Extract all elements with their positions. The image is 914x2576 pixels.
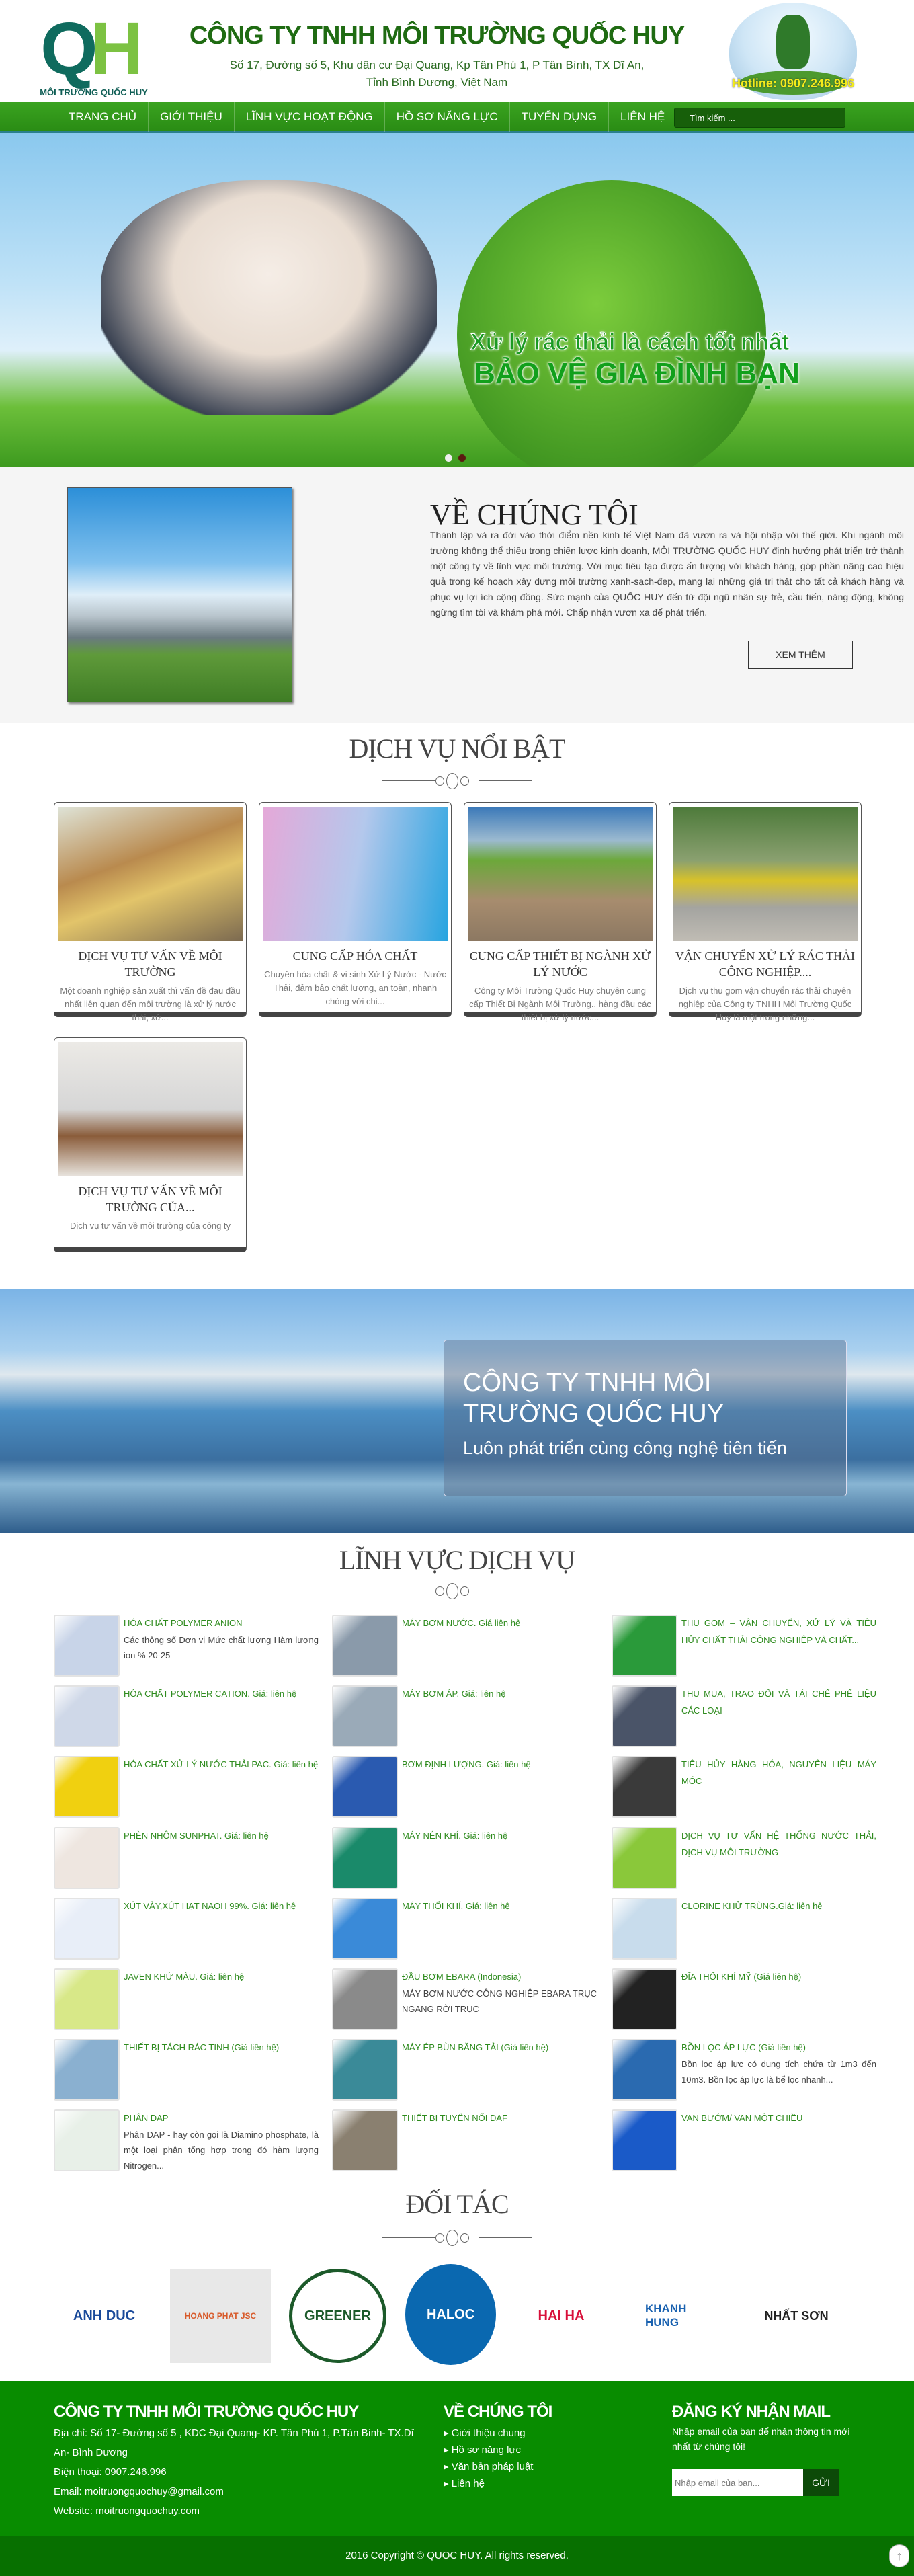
partners-title: ĐỐI TÁC bbox=[405, 2189, 509, 2219]
service-desc: MÁY BƠM NƯỚC CÔNG NGHIỆP EBARA TRỤC NGANG RỜI TRỤC bbox=[402, 1988, 597, 2014]
service-item[interactable] bbox=[54, 1898, 319, 1962]
service-thumbnail bbox=[612, 1685, 677, 1747]
service-title[interactable]: ĐĨA THỔI KHÍ MỸ (Giá liên hệ) bbox=[681, 1972, 802, 1982]
service-thumbnail bbox=[612, 1898, 677, 1960]
service-item[interactable] bbox=[332, 1756, 597, 1820]
hero-slider bbox=[0, 133, 914, 467]
services-title: LĨNH VỰC DỊCH VỤ bbox=[339, 1545, 575, 1575]
partner-logo-hai-ha[interactable]: HAI HA bbox=[538, 2308, 585, 2323]
service-thumbnail bbox=[54, 1827, 120, 1889]
service-title[interactable]: DỊCH VỤ TƯ VẤN HỆ THỐNG NƯỚC THẢI, DỊCH VỤ MÔI TRƯỜNG bbox=[681, 1830, 876, 1857]
card-image bbox=[58, 807, 243, 941]
service-item[interactable] bbox=[612, 1756, 877, 1820]
service-thumbnail bbox=[54, 1968, 120, 2030]
hotline: Hotline: 0907.246.996 bbox=[731, 77, 855, 90]
service-item[interactable] bbox=[332, 1898, 597, 1962]
service-thumbnail bbox=[54, 1685, 120, 1747]
service-item[interactable] bbox=[612, 2109, 877, 2173]
nav-linh-vuc[interactable]: LĨNH VỰC HOẠT ĐỘNG bbox=[235, 102, 385, 132]
service-title[interactable]: THIẾT BỊ TUYỂN NỔI DAF bbox=[402, 2113, 507, 2123]
footer-about-title: VỀ CHÚNG TÔI bbox=[444, 2403, 552, 2421]
about-body: Thành lập và ra đời vào thời điểm nền kinh tế Việt Nam đã vươn ra và hội nhập với thế giới. Khi ngành môi trường không thể thiếu trong chiến lược kinh doanh, MÔI TRƯỜNG QUỐC HUY định hướng phát triển trở thành một công ty về lĩnh vực môi trường. Với mục tiêu tạo được ấn tượng với khách hàng, góp phần nâng cao hiệu quả trong kế hoạch xây dựng môi trường xanh-sạch-đẹp, mang lại những giá trị thật cho tất cả khách hàng và phục vụ lợi ích cộng đồng. Sức mạnh của QUỐC HUY đến từ đội ngũ nhân sự trẻ, cầu tiến, năng động, không ngừng tìm tòi và khám phá mới. Chấp nhận vươn xa để phát triển. bbox=[430, 530, 904, 618]
read-more-button[interactable]: XEM THÊM bbox=[748, 641, 853, 669]
service-thumbnail bbox=[332, 2039, 398, 2101]
service-thumbnail bbox=[54, 2109, 120, 2171]
promo-banner bbox=[0, 1289, 914, 1533]
service-thumbnail bbox=[54, 1898, 120, 1960]
hero-line1: Xử lý rác thải là cách tốt nhất bbox=[470, 329, 790, 355]
partner-logo-nhat-son[interactable]: NHẤT SƠN bbox=[764, 2308, 829, 2323]
hero-line2: BẢO VỆ GIA ĐÌNH BẠN bbox=[474, 357, 800, 390]
featured-card[interactable]: DỊCH VỤ TƯ VẤN VỀ MÔI TRƯỜNG CỦA... Dịch vụ tư vấn về môi trường của công ty bbox=[54, 1037, 247, 1252]
card-image bbox=[263, 807, 448, 941]
service-thumbnail bbox=[54, 2039, 120, 2101]
service-title[interactable]: VAN BƯỚM/ VAN MỘT CHIỀU bbox=[681, 2113, 803, 2123]
service-item[interactable] bbox=[54, 1685, 319, 1749]
service-item[interactable] bbox=[332, 2109, 597, 2173]
service-title[interactable]: BƠM ĐỊNH LƯỢNG. Giá: liên hệ bbox=[402, 1759, 531, 1769]
banner-subtitle: Luôn phát triển cùng công nghệ tiên tiến bbox=[463, 1438, 787, 1458]
featured-card[interactable]: CUNG CẤP HÓA CHẤT Chuyên hóa chất & vi sinh Xử Lý Nước - Nước Thải, đảm bảo chất lượng, an toàn, nhanh chóng với chi... bbox=[259, 802, 452, 1017]
service-item[interactable] bbox=[54, 1968, 319, 2032]
service-title[interactable]: HÓA CHẤT POLYMER CATION. Giá: liên hệ bbox=[124, 1689, 297, 1699]
service-thumbnail bbox=[54, 1615, 120, 1677]
company-logo[interactable]: Q H MÔI TRƯỜNG QUỐC HUY bbox=[35, 12, 153, 99]
partner-logo-greener[interactable]: GREENER bbox=[289, 2269, 386, 2363]
service-desc: Phân DAP - hay còn gọi là Diamino phosphate, là một loại phân tổng hợp trong đó hàm lượng Nitrogen... bbox=[124, 2130, 319, 2171]
service-thumbnail bbox=[612, 2039, 677, 2101]
partner-logo-anh-duc[interactable]: ANH DUC bbox=[73, 2308, 136, 2323]
slider-dot-1[interactable] bbox=[445, 454, 452, 462]
company-address: Số 17, Đường số 5, Khu dân cư Đại Quang, Kp Tân Phú 1, P Tân Bình, TX Dĩ An, Tỉnh Bình Dương, Việt Nam bbox=[229, 58, 645, 89]
footer-link[interactable]: ▸ Hồ sơ năng lực bbox=[444, 2442, 533, 2458]
service-item[interactable] bbox=[612, 1685, 877, 1749]
service-thumbnail bbox=[612, 1615, 677, 1677]
service-item[interactable] bbox=[54, 1615, 319, 1679]
footer-link[interactable]: ▸ Giới thiệu chung bbox=[444, 2425, 533, 2442]
copyright: 2016 Copyright © QUOC HUY. All rights reserved. bbox=[0, 2536, 914, 2576]
service-title[interactable]: ĐẦU BƠM EBARA (Indonesia) bbox=[402, 1972, 522, 1982]
nav-trang-chu[interactable]: TRANG CHỦ bbox=[57, 102, 149, 132]
service-desc: Các thông số Đơn vị Mức chất lượng Hàm lượng ion % 20-25 bbox=[124, 1635, 319, 1660]
ornament-divider bbox=[382, 2230, 532, 2246]
footer-link[interactable]: ▸ Văn bản pháp luật bbox=[444, 2458, 533, 2475]
service-item[interactable] bbox=[612, 1968, 877, 2032]
service-item[interactable] bbox=[612, 2039, 877, 2103]
service-title[interactable]: MÁY BƠM NƯỚC. Giá liên hệ bbox=[402, 1618, 521, 1628]
service-title[interactable]: BỒN LỌC ÁP LỰC (Giá liên hệ) bbox=[681, 2042, 806, 2052]
service-title[interactable]: THIẾT BỊ TÁCH RÁC TINH (Giá liên hệ) bbox=[124, 2042, 280, 2052]
newsletter-text: Nhập email của bạn để nhận thông tin mới nhất từ chúng tôi! bbox=[672, 2426, 850, 2452]
company-name: CÔNG TY TNHH MÔI TRƯỜNG QUỐC HUY bbox=[189, 22, 685, 50]
ornament-divider bbox=[382, 773, 532, 789]
nav-lien-he[interactable]: LIÊN HỆ bbox=[620, 110, 665, 123]
service-thumbnail bbox=[332, 1827, 398, 1889]
newsletter-email-input[interactable] bbox=[672, 2469, 803, 2496]
service-title[interactable]: CLORINE KHỬ TRÙNG.Giá: liên hệ bbox=[681, 1901, 823, 1911]
service-item[interactable] bbox=[332, 1827, 597, 1891]
nav-gioi-thieu[interactable]: GIỚI THIỆU bbox=[149, 102, 235, 132]
featured-card[interactable]: DỊCH VỤ TƯ VẤN VỀ MÔI TRƯỜNG Một doanh nghiệp sản xuất thì vấn đề đau đầu nhất liên quan đến môi trường là xử lý nước thải, xử... bbox=[54, 802, 247, 1017]
service-thumbnail bbox=[332, 2109, 398, 2171]
service-title[interactable]: XÚT VẢY,XÚT HẠT NAOH 99%. Giá: liên hệ bbox=[124, 1901, 296, 1911]
banner-title: CÔNG TY TNHH MÔI TRƯỜNG QUỐC HUY bbox=[463, 1369, 724, 1428]
partner-logo-hoang-phat[interactable]: HOANG PHAT JSC bbox=[170, 2269, 271, 2363]
nav-tuyen-dung[interactable]: TUYỂN DỤNG bbox=[510, 102, 609, 132]
service-thumbnail bbox=[332, 1685, 398, 1747]
about-title: VỀ CHÚNG TÔI bbox=[430, 498, 638, 531]
footer-links bbox=[444, 2425, 533, 2492]
footer-link[interactable]: ▸ Liên hệ bbox=[444, 2475, 533, 2492]
newsletter-title: ĐĂNG KÝ NHẬN MAIL bbox=[672, 2403, 830, 2421]
slider-dot-2[interactable] bbox=[458, 454, 466, 462]
hotline-globe bbox=[729, 3, 857, 100]
card-image bbox=[58, 1042, 243, 1176]
newsletter-send-button[interactable]: GỬI bbox=[803, 2469, 839, 2496]
service-item[interactable] bbox=[332, 1685, 597, 1749]
service-item[interactable] bbox=[612, 1898, 877, 1962]
service-title[interactable]: MÁY NÉN KHÍ. Giá: liên hệ bbox=[402, 1830, 508, 1841]
ornament-divider bbox=[382, 1583, 532, 1599]
service-title[interactable]: PHÂN DAP bbox=[124, 2113, 169, 2123]
city-image bbox=[67, 487, 292, 702]
card-image bbox=[673, 807, 858, 941]
banner-overlay bbox=[444, 1340, 847, 1496]
partner-logo-khanh-hung[interactable]: KHANH HUNG bbox=[645, 2302, 687, 2329]
service-title[interactable]: PHÈN NHÔM SUNPHAT. Giá: liên hệ bbox=[124, 1830, 269, 1841]
service-item[interactable] bbox=[54, 1827, 319, 1891]
card-image bbox=[468, 807, 653, 941]
service-thumbnail bbox=[612, 1756, 677, 1818]
service-title[interactable]: THU GOM – VẬN CHUYỂN, XỬ LÝ VÀ TIÊU HỦY CHẤT THẢI CÔNG NGHIỆP VÀ CHẤT... bbox=[681, 1618, 876, 1645]
service-thumbnail bbox=[612, 1968, 677, 2030]
logo-caption: MÔI TRƯỜNG QUỐC HUY bbox=[40, 87, 148, 97]
featured-card[interactable]: VẬN CHUYỂN XỬ LÝ RÁC THẢI CÔNG NGHIỆP.... Dịch vụ thu gom vận chuyển rác thải chuyên nghiệp của Công ty TNHH Môi Trường Quốc Huy là một trong những... bbox=[669, 802, 862, 1017]
service-thumbnail bbox=[332, 1615, 398, 1677]
service-title[interactable]: THU MUA, TRAO ĐỔI VÀ TÁI CHẾ PHẾ LIỆU CÁC LOẠI bbox=[681, 1689, 876, 1716]
service-thumbnail bbox=[332, 1756, 398, 1818]
service-item[interactable] bbox=[54, 1756, 319, 1820]
logo-mark: Q bbox=[40, 7, 93, 90]
site-header bbox=[0, 0, 914, 102]
service-thumbnail bbox=[54, 1756, 120, 1818]
footer-company: CÔNG TY TNHH MÔI TRƯỜNG QUỐC HUY bbox=[54, 2403, 359, 2421]
footer-address: Địa chỉ: Số 17- Đường số 5 , KDC Đại Quang- KP. Tân Phú 1, P.Tân Bình- TX.Dĩ bbox=[54, 2427, 414, 2439]
service-item[interactable] bbox=[332, 1968, 597, 2032]
featured-card[interactable]: CUNG CẤP THIẾT BỊ NGÀNH XỬ LÝ NƯỚC Công ty Môi Trường Quốc Huy chuyên cung cấp Thiết Bị Ngành Môi Trường.. hàng đầu các thiết bị xử lý nước... bbox=[464, 802, 657, 1017]
service-item[interactable] bbox=[332, 2039, 597, 2103]
service-title[interactable]: JAVEN KHỬ MÀU. Giá: liên hệ bbox=[124, 1972, 245, 1982]
service-thumbnail bbox=[332, 1968, 398, 2030]
search-input[interactable] bbox=[674, 108, 845, 128]
service-title[interactable]: MÁY ÉP BÙN BĂNG TẢI (Giá liên hệ) bbox=[402, 2042, 549, 2052]
service-item[interactable] bbox=[54, 2039, 319, 2103]
footer-email[interactable]: Email: moitruongquochuy@gmail.com bbox=[54, 2486, 224, 2497]
service-item[interactable] bbox=[332, 1615, 597, 1679]
service-item[interactable] bbox=[612, 1615, 877, 1679]
footer-phone: Điện thoại: 0907.246.996 bbox=[54, 2466, 167, 2478]
service-item[interactable] bbox=[612, 1827, 877, 1891]
service-title[interactable]: HÓA CHẤT POLYMER ANION bbox=[124, 1618, 243, 1628]
service-thumbnail bbox=[332, 1898, 398, 1960]
service-title[interactable]: HÓA CHẤT XỬ LÝ NƯỚC THẢI PAC. Giá: liên hệ bbox=[124, 1759, 319, 1769]
service-title[interactable]: MÁY BƠM ÁP. Giá: liên hệ bbox=[402, 1689, 506, 1699]
partner-logo-haloc[interactable]: HALOC bbox=[405, 2264, 496, 2365]
service-thumbnail bbox=[612, 1827, 677, 1889]
nav-ho-so[interactable]: HỒ SƠ NĂNG LỰC bbox=[385, 102, 510, 132]
site-footer: CÔNG TY TNHH MÔI TRƯỜNG QUỐC HUY Địa chỉ: Số 17- Đường số 5 , KDC Đại Quang- KP. Tân Phú 1, P.Tân Bình- TX.Dĩ An- Bình Dương Điện thoại: 0907.246.996 Email: moitruongquochuy@gmail.com Website: moitruongquochuy.com VỀ CHÚNG TÔI ▸ Giới thiệu chung ▸ Hồ sơ năng lực ▸ Văn bản pháp luật ▸ Liên hệ ĐĂNG KÝ NHẬN MAIL Nhập email của bạn để nhận thông tin mới nhất từ chúng tôi! Nhập email của bạn... GỬI 2016 Copyright © QUOC HUY. All rights reserved. ↑ bbox=[0, 2381, 914, 2576]
family-image bbox=[101, 180, 437, 415]
footer-website[interactable]: Website: moitruongquochuy.com bbox=[54, 2505, 200, 2517]
service-desc: Bồn lọc áp lực có dung tích chứa từ 1m3 đến 10m3. Bồn lọc áp lực là bể lọc nhanh... bbox=[681, 2059, 876, 2085]
service-item[interactable] bbox=[54, 2109, 319, 2173]
tree-icon bbox=[776, 15, 810, 69]
back-to-top-icon[interactable]: ↑ bbox=[889, 2544, 909, 2567]
featured-title: DỊCH VỤ NỔI BẬT bbox=[349, 733, 565, 764]
about-section bbox=[0, 467, 914, 723]
service-thumbnail bbox=[612, 2109, 677, 2171]
service-title[interactable]: MÁY THỔI KHÍ. Giá: liên hệ bbox=[402, 1901, 510, 1911]
main-nav bbox=[0, 102, 914, 133]
service-title[interactable]: TIÊU HỦY HÀNG HÓA, NGUYÊN LIỆU MÁY MÓC bbox=[681, 1759, 876, 1786]
